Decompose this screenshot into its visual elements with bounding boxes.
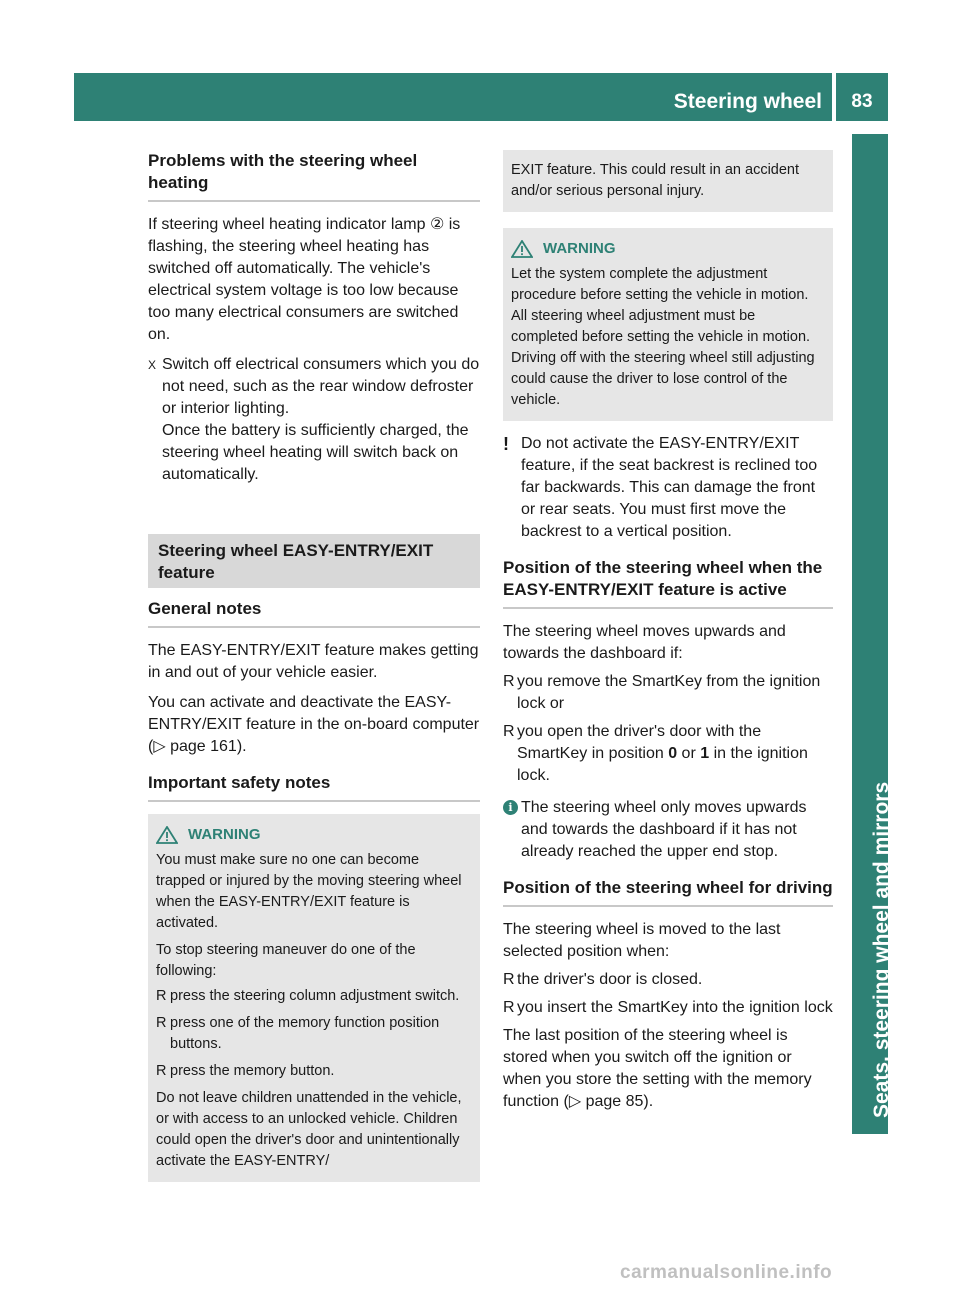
warning-triangle-icon <box>511 240 533 258</box>
position-driving-heading: Position of the steering wheel for driving <box>503 877 833 907</box>
position-driving-para: The last position of the steering wheel is stored when you switch off the ignition or when you store the setting with the memory function (▷ page 85). <box>503 1027 812 1110</box>
warning-para-1: You must make sure no one can become trapped or injured by the moving steering wheel when the EASY-ENTRY/EXIT feature is activated. <box>156 852 462 931</box>
safety-notes-heading: Important safety notes <box>148 772 480 802</box>
right-column <box>503 150 833 1113</box>
warning-para-3: Do not leave children unattended in the vehicle, or with access to an unlocked vehicle. Children could open the driver's door and unintentionally activate the EASY-ENTRY/ <box>156 1090 462 1169</box>
warning-header <box>156 824 472 846</box>
general-notes-heading: General notes <box>148 598 480 628</box>
position-driving-intro: The steering wheel is moved to the last selected position when: <box>503 921 781 960</box>
general-para-1: The EASY-ENTRY/EXIT feature makes getting in and out of your vehicle easier. <box>148 642 479 681</box>
section-heading: Steering wheel EASY-ENTRY/EXIT feature <box>148 534 480 588</box>
caution-note <box>503 433 833 543</box>
info-note <box>503 797 833 863</box>
page-title: Steering wheel <box>673 90 822 113</box>
warning-box-2 <box>503 228 833 421</box>
warning-box-1-continued <box>503 150 833 212</box>
caution-icon: ! <box>503 434 509 454</box>
problems-paragraph: If steering wheel heating indicator lamp ② is flashing, the steering wheel heating has switched off automatically. The vehicle's electrical system voltage is too low because too many electrical consumers are switched on. <box>148 216 461 343</box>
warning-bullet: R press one of the memory function position buttons. <box>156 1015 440 1052</box>
step-result: Once the battery is sufficiently charged, the steering wheel heating will switch back on automatically. <box>162 422 469 483</box>
warning-para-2: To stop steering maneuver do one of the following: <box>156 942 416 979</box>
list-item: R the driver's door is closed. <box>503 971 703 988</box>
step-item <box>148 354 480 486</box>
position-active-intro: The steering wheel moves upwards and towards the dashboard if: <box>503 623 786 662</box>
position-active-heading: Position of the steering wheel when the EASY-ENTRY/EXIT feature is active <box>503 557 833 609</box>
page-number: 83 <box>851 91 873 112</box>
list-item: R you remove the SmartKey from the ignition lock or <box>503 673 821 712</box>
warning-label: WARNING <box>188 826 261 843</box>
warning-header <box>511 238 825 260</box>
info-text: The steering wheel only moves upwards and towards the dashboard if it has not already reached the upper end stop. <box>521 799 807 860</box>
left-column <box>148 150 480 1182</box>
general-para-2: You can activate and deactivate the EASY-ENTRY/EXIT feature in the on-board computer (▷ page 161). <box>148 694 480 755</box>
warning-box-1 <box>148 814 480 1182</box>
list-item: R you insert the SmartKey into the ignition lock <box>503 999 833 1016</box>
warning-label: WARNING <box>543 240 616 257</box>
footer-watermark: carmanualsonline.info <box>620 1262 833 1283</box>
caution-text: Do not activate the EASY-ENTRY/EXIT feature, if the seat backrest is reclined too far backwards. This can damage the front or rear seats. You must first move the backrest to a vertical position. <box>521 435 818 540</box>
warning-bullet: R press the steering column adjustment switch. <box>156 988 460 1004</box>
step-arrow-icon: X <box>148 358 157 372</box>
warning-triangle-icon <box>156 826 178 844</box>
list-item: R you open the driver's door with the SmartKey in position 0 or 1 in the ignition lock. <box>503 723 808 784</box>
info-icon: i <box>503 800 518 815</box>
warning-continued-text: EXIT feature. This could result in an accident and/or serious personal injury. <box>511 162 800 199</box>
step-text: Switch off electrical consumers which you do not need, such as the rear window defroster or interior lighting. <box>162 356 480 417</box>
warning-bullet: R press the memory button. <box>156 1063 335 1079</box>
side-tab-label: Seats, steering wheel and mirrors <box>870 781 893 1118</box>
problems-heading: Problems with the steering wheel heating <box>148 150 480 202</box>
warning-2-para: Let the system complete the adjustment procedure before setting the vehicle in motion. All steering wheel adjustment must be completed before setting the vehicle in motion. Driving off with the steering wheel still adjusting could cause the driver to lose control of the vehicle. <box>511 266 815 408</box>
